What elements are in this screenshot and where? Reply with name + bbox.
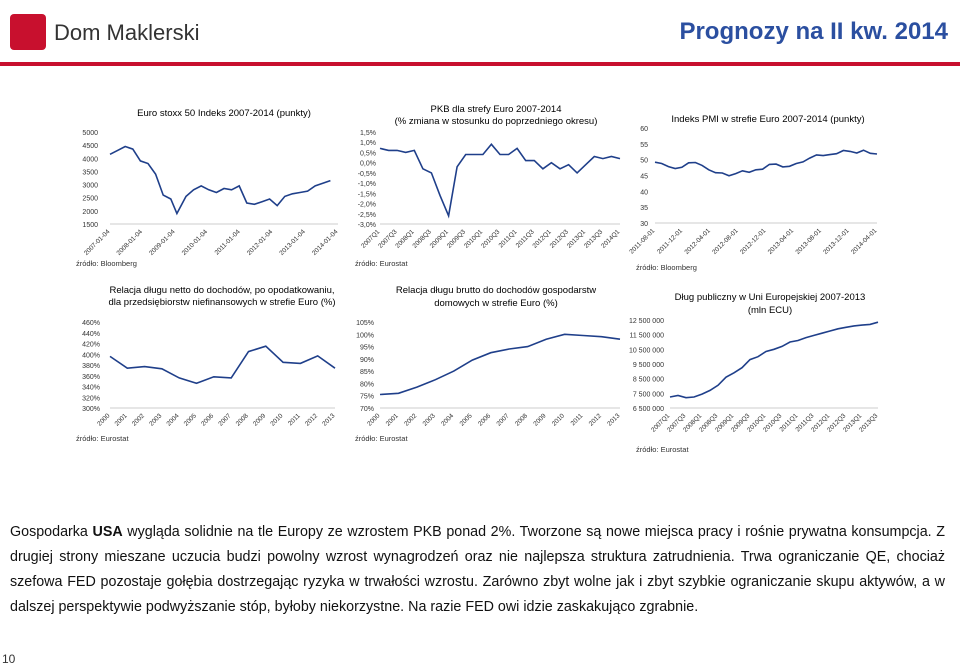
series-line [110, 346, 335, 383]
y-tick-label: 10 500 000 [628, 347, 664, 355]
series-line [380, 334, 620, 394]
x-tick-label: 2009Q1 [714, 412, 736, 434]
x-tick-label: 2009 [252, 412, 268, 428]
chart-4 [76, 285, 337, 443]
y-tick-label: -1,0% [357, 181, 376, 189]
y-tick-label: 45 [640, 173, 648, 181]
x-tick-label: 2007Q3 [377, 228, 399, 250]
x-tick-label: 2010Q1 [746, 412, 768, 434]
x-tick-label: 2004 [165, 412, 181, 428]
x-tick-label: 2011Q1 [497, 228, 519, 250]
x-tick-label: 2011Q3 [794, 412, 816, 434]
x-tick-label: 2012 [587, 412, 603, 428]
x-tick-label: 2011 [569, 412, 585, 428]
y-tick-label: 320% [82, 395, 100, 403]
y-tick-label: 4000 [82, 156, 98, 164]
x-tick-label: 2007 [217, 412, 233, 428]
y-tick-label: -1,5% [357, 191, 376, 199]
x-tick-label: 2008 [234, 412, 250, 428]
y-tick-label: 3000 [82, 182, 98, 190]
body-paragraph: Gospodarka USA wygląda solidnie na tle Europy ze wzrostem PKB ponad 2%. Tworzone są nowe miejsca pracy i rośnie prywatna konsumpcja. Z drugiej strony mieszane uczucia budzi powolny wzrost wynagrodzeń oraz nie najlepsza struktura zatrudnienia. Trwa ograniczanie QE, chociaż szefowa FED pozostaje gołębia dostrzegając ryzyka w trwałości wzrostu. Zarówno zbyt wolne jak i zbyt szybkie ograniczanie skupu aktywów, a w dalszej perspektywie podwyższanie stóp, byłoby niekorzystne. Na razie FED owi idzie zaskakująco zgrabnie. [10, 524, 945, 615]
x-tick-label: 2011Q1 [778, 412, 800, 434]
y-tick-label: -2,5% [357, 211, 376, 219]
y-tick-label: 0,5% [360, 150, 376, 158]
x-tick-label: 2014-01-04 [310, 228, 340, 257]
y-tick-label: 420% [82, 341, 100, 349]
x-tick-label: 2010 [269, 412, 285, 428]
x-tick-label: 2011Q3 [514, 228, 536, 250]
y-tick-label: 340% [82, 384, 100, 392]
chart-3 [628, 114, 878, 272]
y-tick-label: 50 [640, 157, 648, 165]
x-tick-label: 2013-12-01 [822, 227, 851, 256]
y-tick-label: 40 [640, 189, 648, 197]
x-tick-label: 2000 [366, 412, 382, 428]
y-tick-label: 400% [82, 352, 100, 360]
y-tick-label: 35 [640, 205, 648, 213]
x-tick-label: 2005 [458, 412, 474, 428]
chart-source: źródło: Eurostat [76, 434, 129, 443]
y-tick-label: 100% [356, 332, 374, 340]
chart-source: źródło: Bloomberg [76, 259, 137, 268]
x-tick-label: 2013Q3 [582, 228, 605, 250]
x-tick-label: 2008Q1 [394, 228, 416, 250]
x-tick-label: 2010Q3 [480, 228, 502, 250]
chart-source: źródło: Eurostat [636, 445, 689, 454]
y-tick-label: -0,5% [357, 170, 376, 178]
x-tick-label: 2011 [286, 412, 302, 428]
x-tick-label: 2013 [606, 412, 622, 428]
x-tick-label: 2009-01-04 [148, 228, 177, 257]
y-tick-label: 11 500 000 [629, 332, 664, 340]
x-tick-label: 2003 [148, 412, 164, 428]
x-tick-label: 2000 [96, 412, 112, 428]
x-tick-label: 2013Q1 [842, 412, 864, 434]
x-tick-label: 2001 [384, 412, 400, 428]
x-tick-label: 2006 [200, 412, 216, 428]
x-tick-label: 2009Q3 [730, 412, 752, 434]
y-tick-label: 440% [82, 330, 100, 338]
x-tick-label: 2012 [303, 412, 320, 428]
x-tick-label: 2011-01-04 [213, 228, 242, 257]
y-tick-label: 80% [359, 381, 374, 389]
x-tick-label: 2012-08-01 [711, 227, 740, 256]
chart-title: Dług publiczny w Uni Europejskiej 2007-2013 [674, 292, 866, 303]
x-tick-label: 2008Q3 [411, 228, 433, 250]
x-tick-label: 2010Q1 [462, 228, 485, 250]
y-tick-label: 60 [640, 126, 648, 133]
x-tick-label: 2010 [550, 412, 567, 428]
x-tick-label: 2005 [182, 412, 198, 428]
x-tick-label: 2008Q3 [698, 412, 720, 434]
y-tick-label: 380% [82, 363, 100, 370]
series-line [655, 150, 877, 176]
x-tick-label: 2011-12-01 [656, 227, 685, 256]
chart-title: Indeks PMI w strefie Euro 2007-2014 (punkty) [671, 114, 865, 125]
y-tick-label: -2,0% [357, 201, 376, 209]
x-tick-label: 2004 [440, 412, 456, 428]
chart-source: źródło: Eurostat [355, 434, 408, 443]
x-tick-label: 2002 [403, 412, 419, 428]
y-tick-label: 90% [359, 356, 374, 364]
series-line [110, 147, 330, 214]
y-tick-label: 0,0% [360, 160, 376, 168]
x-tick-label: 2007-01-04 [82, 228, 112, 257]
chart-title: PKB dla strefy Euro 2007-2014 [430, 104, 562, 115]
chart-title: Euro stoxx 50 Indeks 2007-2014 (punkty) [137, 108, 311, 119]
y-tick-label: 8 500 000 [632, 376, 664, 384]
x-tick-label: 2008-01-04 [115, 228, 144, 257]
chart-subtitle: domowych w strefie Euro (%) [434, 298, 558, 309]
x-tick-label: 2010Q3 [762, 412, 784, 434]
x-tick-label: 2012Q1 [810, 412, 832, 434]
x-tick-label: 2007Q3 [666, 412, 688, 434]
x-tick-label: 2009 [532, 412, 548, 428]
chart-title: Relacja długu netto do dochodów, po opodatkowaniu, [109, 285, 335, 296]
y-tick-label: 6 500 000 [632, 406, 664, 413]
x-tick-label: 2003 [421, 412, 437, 428]
x-tick-label: 2012-01-04 [245, 228, 275, 257]
page-title: Prognozy na II kw. 2014 [679, 18, 948, 45]
x-tick-label: 2007Q1 [650, 412, 672, 434]
bold-keyword: USA [92, 524, 123, 540]
x-tick-label: 2006 [477, 412, 493, 428]
y-tick-label: 75% [359, 393, 374, 401]
x-tick-label: 2007Q1 [360, 228, 382, 250]
x-tick-label: 2008Q1 [682, 412, 704, 434]
logo-text: Dom Maklerski [54, 20, 200, 45]
x-tick-label: 2007 [495, 412, 511, 428]
chart-6 [629, 292, 880, 454]
y-tick-label: 2000 [82, 208, 98, 216]
y-tick-label: 12 500 000 [628, 318, 664, 325]
y-tick-label: 55 [640, 141, 648, 149]
x-tick-label: 2013Q3 [858, 412, 880, 434]
y-tick-label: -3,0% [357, 222, 376, 229]
chart-subtitle: (mln ECU) [747, 305, 793, 316]
y-tick-label: 3500 [82, 169, 98, 177]
chart-title: Relacja długu brutto do dochodów gospodarstw [395, 285, 597, 296]
x-tick-label: 2008 [513, 412, 530, 428]
y-tick-label: 7 500 000 [632, 391, 664, 399]
x-tick-label: 2013-04-01 [766, 227, 796, 256]
x-tick-label: 2014-04-01 [849, 227, 879, 256]
x-tick-label: 2013-08-01 [794, 227, 823, 256]
x-tick-label: 2011-08-01 [628, 227, 657, 256]
x-tick-label: 2010-01-04 [180, 228, 210, 257]
x-tick-label: 2014Q1 [600, 228, 622, 250]
x-tick-label: 2009Q3 [445, 228, 468, 250]
y-tick-label: 4500 [82, 143, 98, 151]
chart-5 [355, 285, 622, 443]
y-tick-label: 360% [82, 373, 100, 381]
chart-2 [355, 104, 622, 268]
chart-1 [76, 108, 340, 268]
chart-source: źródło: Eurostat [355, 259, 408, 268]
x-tick-label: 2009Q1 [428, 228, 450, 250]
x-tick-label: 2012Q3 [826, 412, 848, 434]
x-tick-label: 2013Q1 [565, 228, 588, 250]
y-tick-label: 1500 [82, 222, 98, 229]
x-tick-label: 2012-12-01 [738, 227, 768, 256]
y-tick-label: 70% [359, 406, 374, 413]
chart-subtitle: (% zmiana w stosunku do poprzedniego okresu) [394, 116, 598, 127]
y-tick-label: 300% [82, 406, 100, 413]
y-tick-label: 95% [359, 344, 374, 352]
x-tick-label: 2013 [321, 412, 337, 428]
page-number: 10 [2, 652, 16, 666]
x-tick-label: 2012Q3 [548, 228, 570, 250]
y-tick-label: 9 500 000 [632, 362, 664, 369]
y-tick-label: 460% [82, 320, 100, 327]
x-tick-label: 2001 [113, 412, 129, 428]
x-tick-label: 2013-01-04 [278, 228, 307, 257]
y-tick-label: 85% [359, 369, 374, 377]
series-line [670, 322, 878, 398]
x-tick-label: 2002 [130, 412, 147, 428]
chart-subtitle: dla przedsiębiorstw niefinansowych w strefie Euro (%) [108, 297, 336, 308]
y-tick-label: 105% [356, 320, 374, 327]
y-tick-label: 30 [640, 221, 648, 228]
series-line [380, 144, 620, 216]
y-tick-label: 2500 [82, 195, 98, 203]
y-tick-label: 1,5% [360, 130, 376, 137]
x-tick-label: 2012-04-01 [683, 227, 712, 256]
y-tick-label: 5000 [82, 130, 98, 137]
chart-source: źródło: Bloomberg [636, 263, 697, 272]
x-tick-label: 2012Q1 [531, 228, 553, 250]
y-tick-label: 1,0% [360, 140, 376, 148]
